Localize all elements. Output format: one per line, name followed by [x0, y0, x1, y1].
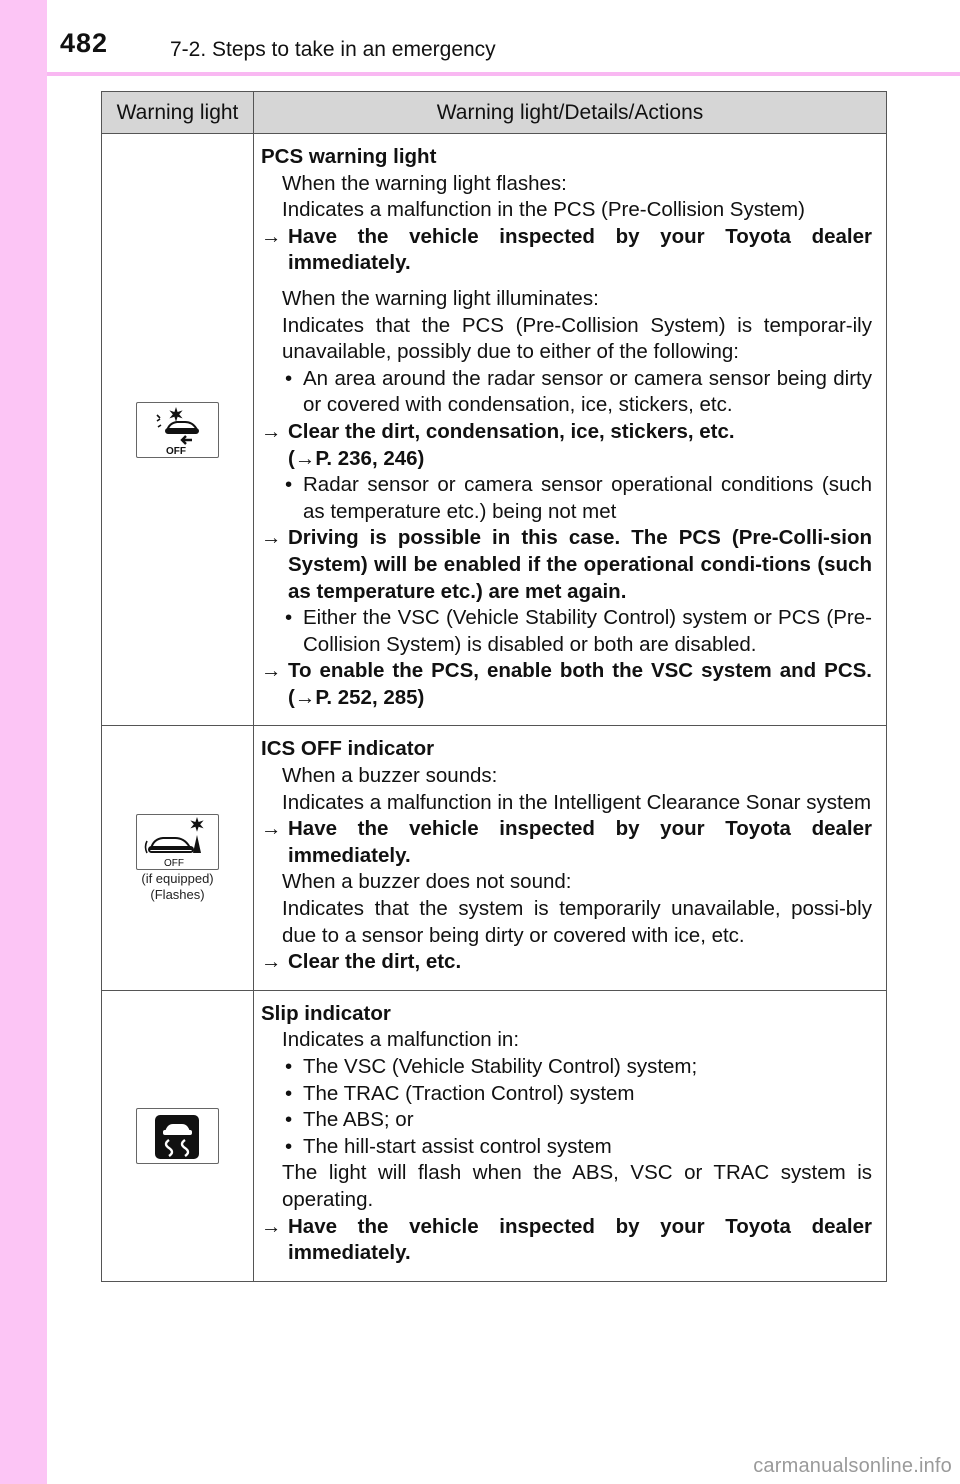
warning-light-table: [101, 91, 887, 1282]
table-row-pcs: [102, 134, 887, 726]
text-line: When a buzzer does not sound:: [282, 870, 572, 894]
details-cell: [254, 134, 887, 726]
details-cell: [254, 990, 887, 1281]
text-line: Indicates a malfunction in:: [282, 1028, 520, 1052]
slip-indicator-icon: [136, 1108, 219, 1164]
action-text: To enable the PCS, enable both the VSC system and PCS. (: [288, 659, 872, 709]
bullet-item: [261, 472, 872, 525]
details-cell: [254, 726, 887, 990]
text-line: Indicates a malfunction in the PCS (Pre-Collision System): [282, 198, 805, 222]
table-row-ics-off: [102, 726, 887, 990]
bullet-icon: •: [285, 366, 293, 390]
pcs-off-icon-graphic: [137, 403, 218, 457]
arrow-icon: →: [261, 1214, 282, 1238]
action-text: Have the vehicle inspected by your Toyota dealer immediately.: [288, 224, 872, 275]
action-text: Driving is possible in this case. The PCS (Pre-Colli-sion System) will be enabled if the operational condi-tions (such as temperature etc.) are met again.: [288, 526, 872, 603]
bullet-icon: •: [285, 473, 293, 497]
bullet-text: Either the VSC (Vehicle Stability Control) system or PCS (Pre-Collision System) is disabled or both are disabled.: [303, 606, 872, 656]
bullet-text: The hill-start assist control system: [303, 1134, 612, 1158]
text-line: Indicates that the system is temporarily unavailable, possi-bly due to a sensor being dirty or covered with ice, etc.: [282, 897, 872, 947]
page-reference-link[interactable]: P. 236, 246): [315, 446, 425, 470]
arrow-icon: →: [261, 659, 282, 683]
arrow-icon: →: [261, 817, 282, 841]
bullet-icon: •: [285, 1055, 293, 1078]
arrow-icon: →: [261, 224, 282, 248]
text-line: Indicates a malfunction in the Intelligent Clearance Sonar system: [282, 790, 872, 814]
bullet-text: The TRAC (Traction Control) system: [303, 1081, 635, 1105]
item-title: ICS OFF indicator: [261, 737, 435, 761]
bullet-item: [261, 605, 872, 658]
bullet-icon: •: [285, 1081, 293, 1105]
text-line: When the warning light illuminates:: [282, 286, 599, 310]
page-reference-link[interactable]: P. 252, 285): [315, 685, 425, 709]
action-line: [261, 525, 872, 605]
header-rule: [47, 72, 960, 76]
arrow-icon: →: [261, 526, 282, 550]
spacer: [261, 277, 872, 286]
item-title: PCS warning light: [261, 145, 437, 168]
action-text: Clear the dirt, condensation, ice, stickers, etc.: [288, 419, 735, 443]
slip-indicator-icon-graphic: [137, 1109, 218, 1163]
bullet-icon: •: [285, 606, 293, 630]
bullet-icon: •: [285, 1134, 293, 1158]
action-line: [261, 224, 872, 277]
arrow-icon: →: [294, 446, 316, 470]
action-line: [261, 658, 872, 711]
action-text: Have the vehicle inspected by your Toyota dealer immediately.: [288, 817, 872, 867]
arrow-icon: →: [261, 419, 282, 443]
item-title: Slip indicator: [261, 1001, 391, 1025]
bullet-text: Radar sensor or camera sensor operational conditions (such as temperature etc.) being not met: [303, 473, 872, 523]
icon-cell: [102, 134, 254, 726]
svg-text:OFF: OFF: [164, 858, 184, 870]
bullet-item: [261, 1107, 872, 1134]
icon-note-equipped: (if equipped): [141, 871, 214, 887]
table-header-row: [102, 92, 887, 134]
text-line: The light will flash when the ABS, VSC or TRAC system is operating.: [282, 1161, 872, 1211]
svg-text:OFF: OFF: [166, 445, 186, 457]
icon-cell: [102, 726, 254, 990]
column-header-details: Warning light/Details/Actions: [254, 92, 887, 134]
action-line: [261, 1214, 872, 1267]
bullet-text: The VSC (Vehicle Stability Control) system;: [303, 1055, 698, 1078]
action-line: [261, 949, 872, 976]
watermark-text: carmanualsonline.info: [753, 1455, 952, 1477]
arrow-icon: →: [294, 685, 316, 709]
bullet-icon: •: [285, 1108, 293, 1132]
action-text: Clear the dirt, etc.: [288, 950, 462, 974]
icon-cell: [102, 990, 254, 1281]
text-line: When the warning light flashes:: [282, 171, 567, 195]
text-line: Indicates that the PCS (Pre-Collision System) is temporar-ily unavailable, possibly due to either of the following:: [282, 313, 872, 364]
arrow-icon: →: [261, 950, 282, 974]
section-title: 7-2. Steps to take in an emergency: [170, 38, 496, 61]
action-line: [261, 419, 872, 472]
ics-off-icon-graphic: [137, 815, 218, 869]
text-line: When a buzzer sounds:: [282, 764, 498, 788]
bullet-item: [261, 1134, 872, 1161]
action-line: [261, 816, 872, 869]
ics-off-icon: [136, 814, 219, 870]
icon-note-flashes: (Flashes): [150, 887, 205, 903]
bullet-item: [261, 1054, 872, 1081]
ref-open: (: [288, 446, 295, 470]
bullet-item: [261, 1081, 872, 1108]
bullet-text: The ABS; or: [303, 1108, 414, 1132]
action-text: Have the vehicle inspected by your Toyota dealer immediately.: [288, 1214, 872, 1265]
bullet-item: [261, 366, 872, 419]
pcs-off-icon: [136, 402, 219, 458]
column-header-warning-light: Warning light: [102, 92, 254, 134]
table-row-slip: [102, 990, 887, 1281]
bullet-text: An area around the radar sensor or camera sensor being dirty or covered with condensation, ice, stickers, etc.: [303, 366, 872, 417]
side-color-strip: [0, 0, 47, 1484]
page-number: 482: [60, 28, 109, 58]
